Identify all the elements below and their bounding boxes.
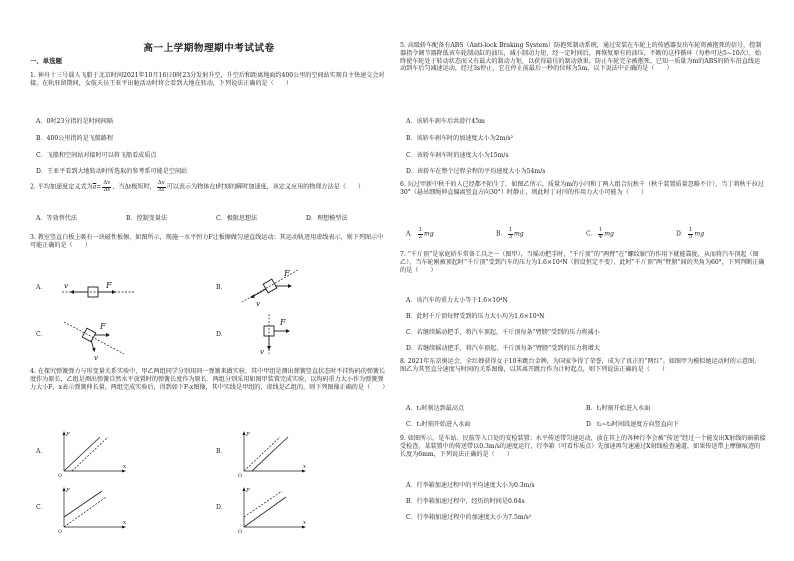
question-6-option-c: C． $\frac{1}{4}$ mg [586, 227, 614, 240]
question-3-d-force-label: F [280, 318, 286, 327]
question-3-label-d: D． [216, 331, 227, 338]
question-1-option-b: B．400公里指的是飞船路程 [36, 135, 114, 142]
question-4-c-axis-x: x [123, 520, 127, 526]
question-4-graph-d [236, 483, 308, 533]
question-3-c-velocity-label: v [94, 354, 98, 362]
question-3-b-force-label: F [284, 269, 290, 278]
question-9-option-b: B．行李箱加速过程中，经历的时间是0.04s [406, 498, 525, 505]
question-4-label-a: A． [36, 448, 47, 455]
question-2-option-a: A．等效替代法 [36, 215, 77, 222]
question-5-option-a: A．该轿车刹车后共滑行45m [406, 118, 485, 125]
question-2-option-d: D．理想模型法 [306, 215, 348, 222]
question-4-graph-b [236, 427, 308, 477]
question-4-graph-a [56, 427, 128, 477]
question-3 [30, 234, 388, 250]
question-3-d-velocity-label: v [260, 348, 264, 356]
question-5 [400, 42, 766, 73]
question-4-a-origin: O [58, 473, 63, 479]
question-8-option-d: D．t₂~t₃时间段速度方向竖直向下 [586, 421, 679, 428]
question-4-b-axis-x: x [303, 464, 307, 470]
question-4-c-axis-y: F [66, 488, 70, 494]
question-1-stem: 1. 神舟十三号载人飞船于北京时间2021年10月16日0时23分发射升空，升空后和距离地面约400公里的空间站实现自主快速交会对接，在轨驻留期间，女航天员王亚平出舱活动时将会看到大地在转动，下列说法正确的是（ ） [30, 72, 385, 87]
question-8 [400, 358, 766, 374]
question-4-label-d: D． [216, 504, 227, 511]
question-2-stem-end: 可以表示为物体在t时刻的瞬时加速度，该定义应用的物理方法是（ ） [166, 183, 365, 191]
question-7 [400, 251, 766, 274]
question-6-option-a: A． $\frac{1}{2}$ mg [406, 227, 434, 240]
question-4-b-origin: O [238, 473, 243, 479]
question-7-option-c: C．若继续摇动把手，将汽车顶起，千斤顶每条“臂膀”受到的压力将减小 [406, 329, 600, 336]
question-8-stem: 8. 2021年东京奥运会，全红婵获得女子10米跳台金牌，为国家争得了荣誉，成为了真正的“网红”。如图甲为模拟她运动时的示意图，图乙为其竖直分速度与时间的关系图像，以其离开跳台作为计时起点，则下列说法正确的是（ ） [400, 358, 761, 373]
question-6-c-fraction: $\frac{1}{4}$ [598, 227, 603, 240]
question-4-graph-c [56, 483, 128, 533]
question-7-stem: 7. “千斤顶”是家庭轿车常备工具之一（图甲），当摇动把手时，“千斤顶”的“两臂”在“螺纹轴”的作用下就能靠拢，从而将汽车顶起（图乙），当车轮刚被顶起时“千斤顶”受到汽车的压力为1.6×10⁴N（假设恒定不变），此时“千斤顶”两“臂膀”间的夹角为60°，下列判断正确的是（ ） [400, 251, 765, 274]
question-6-option-b: B． $\frac{1}{3}$ mg [496, 227, 524, 240]
question-3-c-force-label: F [100, 322, 106, 331]
question-6-a-fraction: $\frac{1}{2}$ [418, 227, 422, 240]
question-7-option-d: D．若继续摇动把手，将汽车顶起，千斤顶每条“臂膀”受到的压力将增大 [406, 345, 600, 352]
question-2-option-b: B．控制变量法 [126, 215, 168, 222]
question-4-label-b: B． [216, 448, 227, 455]
question-3-label-a: A． [36, 284, 47, 291]
question-3-diagram-c [58, 314, 138, 362]
question-2-option-c: C．极限思想法 [216, 215, 258, 222]
section-heading-single-choice: 一、单选题 [30, 57, 62, 65]
question-5-stem: 5. 高级轿车配备有ABS（Anti-lock Braking System）防抱死制动系统，通过安装在车轮上的传感器发出车轮将被抱死的信号，控制器指令调节器降低该车轮制动缸的油压，减小制动力矩，经一定时间后，再恢复原有的油压，不断的这样循环（每秒可达5~10次），始终使车轮处于转动状态而又有最大的制动力矩，以获得最佳的制动效果，防止车轮完全被抱死。已知一质量为m的ABS的轿车沿直线运动到车后匀减速运动，经过3s停止，它在停止前最后一秒的位移为5m，以下说法中正确的是（ ） [400, 42, 762, 73]
question-7-option-a: A．该汽车的重力大小等于1.6×10⁴N [406, 297, 508, 304]
question-9-option-c: C．行李箱加速过程中的加速度大小为7.5m/s² [406, 514, 532, 521]
question-3-b-velocity-label: v [256, 300, 260, 308]
question-4-label-c: C． [36, 504, 47, 511]
question-4-a-axis-y: F [66, 432, 70, 438]
question-9-stem: 9. 如图所示，是车站、民航等入口处的安检装置；水平传送带匀速运动，放在其上的各种行李会被“传送”经过一个能发出X射线的暗箱接受检查。某装置中的传送带以0.3m/s的速度运行，行李箱（可看作质点）先加速再匀速通过X射线检查通道，如果传送带上摩擦痕迹的长度为6mm，下列说法正确的是（ ） [400, 435, 766, 458]
paper-title: 高一上学期物理期中考试试卷 [143, 43, 275, 54]
question-2-stem-start: 2. 平均加速度定义式为 [30, 183, 93, 191]
question-5-option-b: B．该轿车刹车时的加速度大小为2m/s² [406, 135, 514, 142]
question-2-stem-middle: ，当Δt极短时， [112, 183, 156, 191]
question-4 [30, 368, 388, 391]
question-9 [400, 435, 766, 458]
question-9-option-a: A．行李箱加速过程中的平均速度大小为0.3m/s [406, 482, 535, 489]
question-3-diagram-b [236, 262, 316, 306]
question-3-diagram-d [236, 310, 316, 356]
question-1-option-c: C．飞船和空间站对接时可以将飞船看成质点 [36, 152, 157, 159]
question-7-option-b: B．此时千斤顶每臂受到的压力大小均为1.6×10⁴N [406, 313, 545, 320]
question-4-a-axis-x: x [123, 464, 127, 470]
question-2-fraction-2: $\frac{\Delta v}{\Delta t}$ [157, 180, 165, 193]
question-8-option-c: C．t₂时刻开始进入水面 [406, 421, 471, 428]
question-5-option-c: C．该轿车刹车时的速度大小为15m/s [406, 152, 509, 159]
question-1 [30, 72, 388, 88]
question-1-option-a: A．0时23分指的是时间间隔 [36, 118, 113, 125]
question-2-fraction-1: $\frac{\Delta v}{\Delta t}$ [103, 180, 111, 193]
question-3-a-velocity-label: v [64, 282, 68, 290]
question-8-option-b: B．t₁时刻开始进入水面 [586, 405, 651, 412]
question-4-stem: 4. 在探究弹簧弹力与形变量关系实验中，甲乙两组同学分别用同一弹簧来做实验，其中甲组是测出弹簧竖直状态时不挂钩码的弹簧长度作为原长，乙组是测出弹簧自然水平放置时的弹簧长度作为原长．两组分别采用如图甲装置完成实验，以钩码重力大小作为弹簧弹力大小F，x表示弹簧伸长量，两组完成实验后，得到如下F-x图像，其中实线是甲组的，虚线是乙组的，则下列图像正确的是（ ） [30, 368, 389, 391]
question-6-b-fraction: $\frac{1}{3}$ [508, 227, 513, 240]
question-3-stem: 3. 教室竖直白板上吸有一块磁性板擦，如图所示，现施一水平恒力F让板擦做匀速直线运动；其运动轨迹用虚线表示，则下列图示中可能正确的是（ ） [30, 234, 384, 249]
question-4-c-origin: O [58, 529, 63, 535]
question-5-option-d: D．该轿车在整个过程全程的平均速度大小为54m/s [406, 168, 546, 175]
question-6-d-fraction: $\frac{1}{5}$ [688, 227, 693, 240]
question-6-option-d: D． $\frac{1}{5}$ mg [676, 227, 705, 240]
question-3-a-force-label: F [106, 281, 112, 290]
question-2-a-bar: $\overline{a}$ [92, 183, 97, 191]
question-8-option-a: A．t₁时刻达到最高点 [406, 405, 465, 412]
question-6-stem: 6. 玩过甲新中秋千的人已经都不陌生了。如图乙所示，质量为m的小闫和丁两人组合玩秋千（秋千装置质量忽略不计），当丁将秋千拉过30°（悬吊细绳伸直偏离竖直方向30°）时静止，则此时丁对闫的作用力大小可能为（ ） [400, 181, 764, 196]
question-4-d-origin: O [238, 529, 243, 535]
question-4-b-axis-y: F [246, 432, 250, 438]
question-4-d-axis-x: x [303, 520, 307, 526]
question-2 [30, 181, 388, 193]
question-4-d-axis-y: F [246, 488, 250, 494]
question-1-option-d: D．王亚平看到大地转动时所选取的参考系可能是空间站 [36, 168, 188, 175]
question-2-equals: = [96, 183, 102, 191]
question-6 [400, 181, 766, 197]
question-3-label-c: C． [36, 331, 47, 338]
question-3-diagram-a [58, 266, 138, 306]
question-3-label-b: B． [216, 284, 227, 291]
